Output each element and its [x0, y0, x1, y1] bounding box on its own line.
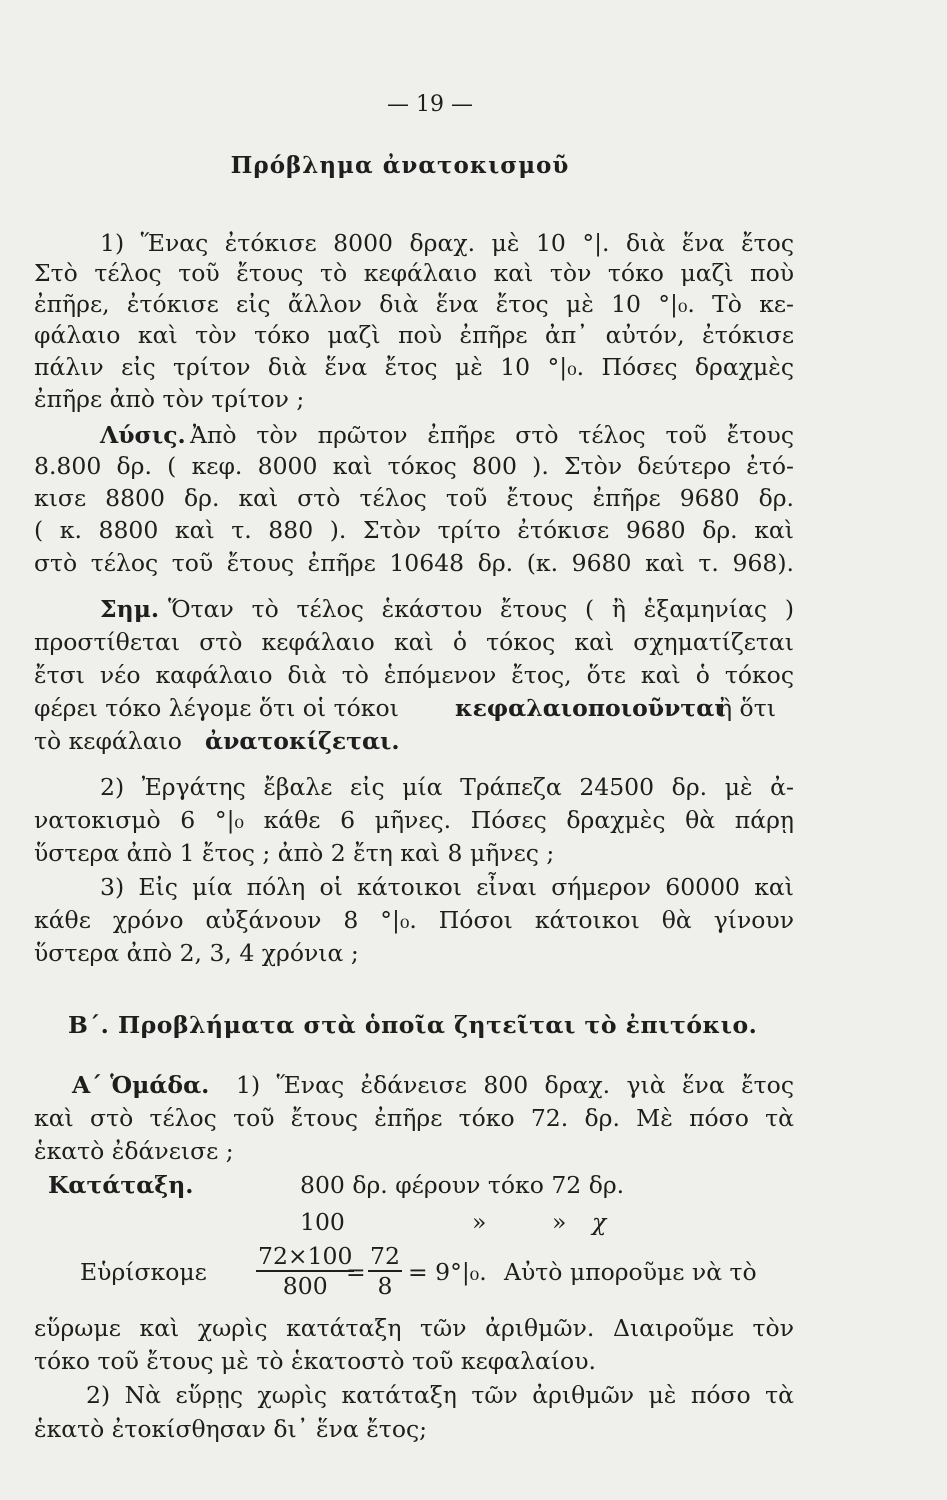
- problem-3-line-1: 3) Εἰς μία πόλη οἱ κάτοικοι εἶναι σήμερον 60000 καὶ: [100, 873, 794, 901]
- note-label: Σημ.: [100, 595, 160, 623]
- arrangement-row-1: 800 δρ. φέρουν τόκο 72 δρ.: [300, 1171, 625, 1199]
- fraction-1-numerator: 72×100: [258, 1242, 353, 1270]
- fraction-2-denominator: 8: [377, 1272, 393, 1300]
- problem-1-line-6: ἐπῆρε ἀπὸ τὸν τρίτον ;: [34, 385, 305, 413]
- problem-3-line-2: κάθε χρόνο αὐξάνουν 8 °|₀. Πόσοι κάτοικοι θὰ γίνουν: [34, 906, 794, 934]
- note-line-4-start: φέρει τόκο λέγομε ὅτι οἱ τόκοι: [34, 694, 399, 722]
- group-a-label: Α΄ Ὁμάδα.: [72, 1071, 210, 1099]
- problem-1-line-5: πάλιν εἰς τρίτον διὰ ἕνα ἔτος μὲ 10 °|₀. Πόσες δραχμὲς: [34, 353, 794, 381]
- problem-1-line-4: φάλαιο καὶ τὸν τόκο μαζὶ ποὺ ἐπῆρε ἀπ᾽ αὐτόν, ἐτόκισε: [34, 321, 794, 349]
- solution-label: Λύσις.: [100, 421, 186, 449]
- method-line-1: εὕρωμε καὶ χωρὶς κατάταξη τῶν ἀριθμῶν. Διαιροῦμε τὸν: [34, 1314, 794, 1342]
- ditto-mark-1: »: [472, 1208, 487, 1236]
- solution-line-5: στὸ τέλος τοῦ ἔτους ἐπῆρε 10648 δρ. (κ. 9680 καὶ τ. 968).: [34, 549, 794, 577]
- fraction-1: [256, 1242, 354, 1300]
- note-line-5-start: τὸ κεφάλαιο: [34, 727, 182, 755]
- solution-line-2: 8.800 δρ. ( κεφ. 8000 καὶ τόκος 800 ). Στὸν δεύτερο ἐτό-: [34, 452, 794, 480]
- fraction-1-denominator: 800: [282, 1272, 328, 1300]
- note-term-compounded: ἀνατοκίζεται.: [205, 727, 400, 755]
- problem-2-line-1: 2) Ἐργάτης ἔβαλε εἰς μία Τράπεζα 24500 δρ. μὲ ἀ-: [100, 773, 794, 801]
- group-a-problem-1-line-3: ἑκατὸ ἐδάνεισε ;: [34, 1137, 234, 1165]
- solution-line-1: Ἀπὸ τὸν πρῶτον ἐπῆρε στὸ τέλος τοῦ ἔτους: [190, 421, 794, 449]
- problem-1-line-3: ἐπῆρε, ἐτόκισε εἰς ἄλλον διὰ ἕνα ἔτος μὲ 10 °|₀. Τὸ κε-: [34, 290, 794, 318]
- problem-a2-line-1: 2) Νὰ εὕρῃς χωρὶς κατάταξη τῶν ἀριθμῶν μὲ πόσο τὰ: [86, 1381, 794, 1409]
- formula-lead: Εὑρίσκομε: [80, 1258, 207, 1286]
- arrangement-label: Κατάταξη.: [48, 1171, 194, 1199]
- problem-2-line-3: ὕστερα ἀπὸ 1 ἔτος ; ἀπὸ 2 ἔτη καὶ 8 μῆνες ;: [34, 839, 555, 867]
- problem-3-line-3: ὕστερα ἀπὸ 2, 3, 4 χρόνια ;: [34, 939, 359, 967]
- equals-sign-1: =: [346, 1258, 366, 1286]
- page-number: — 19 —: [387, 92, 473, 117]
- solution-line-4: ( κ. 8800 καὶ τ. 880 ). Στὸν τρίτο ἐτόκισε 9680 δρ. καὶ: [34, 516, 794, 544]
- problem-a2-line-2: ἑκατὸ ἐτοκίσθησαν δι᾽ ἕνα ἔτος;: [34, 1415, 428, 1443]
- problem-1-line-1: 1) Ἕνας ἐτόκισε 8000 δραχ. μὲ 10 °|. διὰ ἕνα ἔτος: [100, 229, 794, 257]
- section-b-heading: Β΄. Προβλήματα στὰ ὁποῖα ζητεῖται τὸ ἐπιτόκιο.: [68, 1011, 758, 1039]
- formula-row: [34, 1240, 794, 1310]
- fraction-2-numerator: 72: [370, 1242, 400, 1270]
- method-line-2: τόκο τοῦ ἔτους μὲ τὸ ἑκατοστὸ τοῦ κεφαλαίου.: [34, 1347, 596, 1375]
- formula-result: = 9°|₀.: [408, 1258, 487, 1286]
- group-a-problem-1-line-2: καὶ στὸ τέλος τοῦ ἔτους ἐπῆρε τόκο 72. δρ. Μὲ πόσο τὰ: [34, 1104, 794, 1132]
- note-line-4-end: ἢ ὅτι: [718, 694, 776, 722]
- note-line-3: ἔτσι νέο καφάλαιο διὰ τὸ ἑπόμενον ἔτος, ὅτε καὶ ὁ τόκος: [34, 661, 794, 689]
- note-line-2: προστίθεται στὸ κεφάλαιο καὶ ὁ τόκος καὶ σχηματίζεται: [34, 628, 794, 656]
- arrangement-row-2-value: 100: [300, 1208, 345, 1236]
- fraction-2: [368, 1242, 402, 1300]
- note-term-capitalized: κεφαλαιοποιοῦνται: [455, 694, 726, 722]
- problem-2-line-2: νατοκισμὸ 6 °|₀ κάθε 6 μῆνες. Πόσες δραχμὲς θὰ πάρῃ: [34, 806, 794, 834]
- group-a-problem-1-line-1: 1) Ἕνας ἐδάνεισε 800 δραχ. γιὰ ἕνα ἔτος: [236, 1071, 794, 1099]
- ditto-mark-2: »: [552, 1208, 567, 1236]
- note-line-1: Ὅταν τὸ τέλος ἑκάστου ἔτους ( ἢ ἑξαμηνίας ): [168, 595, 794, 623]
- unknown-x: χ: [592, 1208, 607, 1236]
- solution-line-3: κισε 8800 δρ. καὶ στὸ τέλος τοῦ ἔτους ἐπῆρε 9680 δρ.: [34, 484, 794, 512]
- problem-1-line-2: Στὸ τέλος τοῦ ἔτους τὸ κεφάλαιο καὶ τὸν τόκο μαζὶ ποὺ: [34, 259, 794, 287]
- section-title: Πρόβλημα ἀνατοκισμοῦ: [230, 152, 570, 179]
- formula-tail: Αὐτὸ μποροῦμε νὰ τὸ: [504, 1258, 757, 1286]
